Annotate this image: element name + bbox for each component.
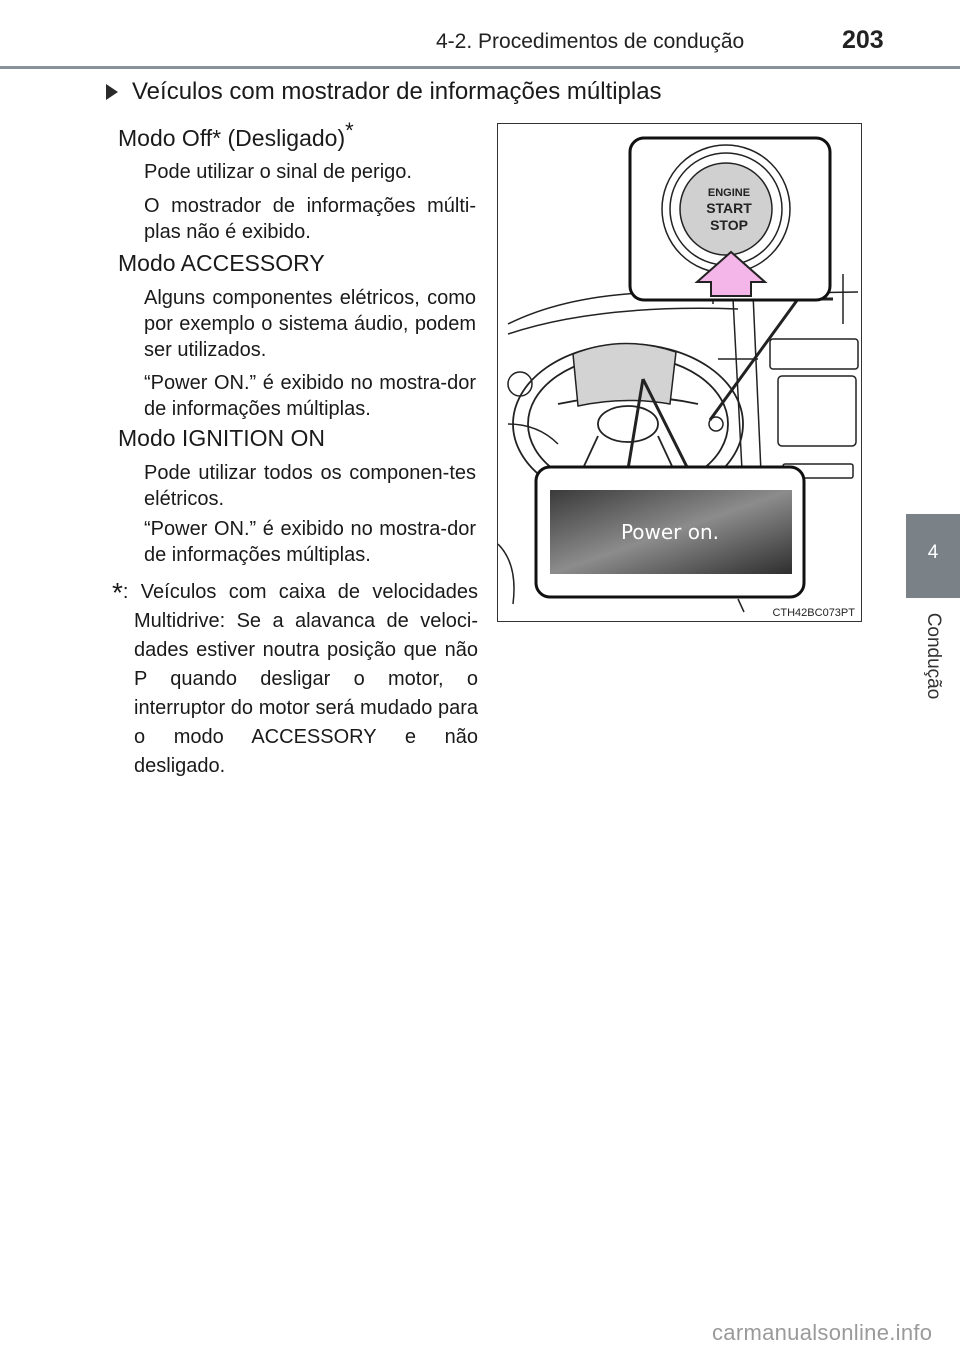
chapter-label: [906, 606, 960, 706]
section-heading: [106, 78, 662, 106]
footnote-mark: *: [112, 577, 123, 608]
footnote: [112, 578, 478, 781]
mode-accessory-text-1: Alguns componentes elétricos, como por exemplo o sistema áudio, podem ser utilizados.: [144, 287, 476, 361]
footnote-mark: *: [345, 118, 354, 143]
watermark: carmanualsonline.info: [712, 1320, 933, 1345]
mode-off-text-1: Pode utilizar o sinal de perigo.: [144, 161, 412, 183]
chapter-label-text: Condução: [923, 612, 944, 700]
page-number: 203: [842, 26, 884, 54]
button-label-stop: STOP: [710, 217, 748, 233]
header-rule: [0, 66, 960, 69]
instrument-cluster: [573, 343, 676, 406]
start-button-illustration: [497, 123, 862, 622]
mode-ignition-text-2: “Power ON.” é exibido no mostra-dor de informações múltiplas.: [144, 518, 476, 566]
button-label-engine: ENGINE: [707, 187, 751, 199]
dashboard-drawing: [498, 124, 861, 621]
triangle-bullet-icon: [106, 84, 118, 100]
button-label-start: START: [706, 200, 752, 216]
display-message: Power on.: [620, 520, 720, 544]
mode-accessory-text-2: “Power ON.” é exibido no mostra-dor de informações múltiplas.: [144, 372, 476, 420]
chapter-tab[interactable]: [906, 514, 960, 598]
mode-off-title-text: Modo Off* (Desligado): [118, 125, 346, 151]
figure-code: CTH42BC073PT: [772, 607, 855, 619]
footnote-text: [112, 578, 478, 781]
mode-accessory-title: Modo ACCESSORY: [118, 250, 325, 276]
chapter-number: 4: [927, 542, 939, 563]
mode-off-title: [118, 118, 354, 152]
mode-ignition-title: Modo IGNITION ON: [118, 425, 326, 451]
header-section-title: 4-2. Procedimentos de condução: [436, 30, 745, 53]
mode-ignition-text-1: Pode utilizar todos os componen-tes elétricos.: [144, 462, 476, 510]
footnote-body: : Veículos com caixa de velocidades Multidrive: Se a alavanca de veloci-dades estiver noutra posição que não P quando desligar o motor, o interruptor do motor será mudado para o modo ACCESSORY e não desligado.: [122, 581, 478, 777]
mode-off-text-2: O mostrador de informações múlti-plas não é exibido.: [144, 195, 476, 243]
section-heading-text: Veículos com mostrador de informações múltiplas: [132, 78, 662, 105]
